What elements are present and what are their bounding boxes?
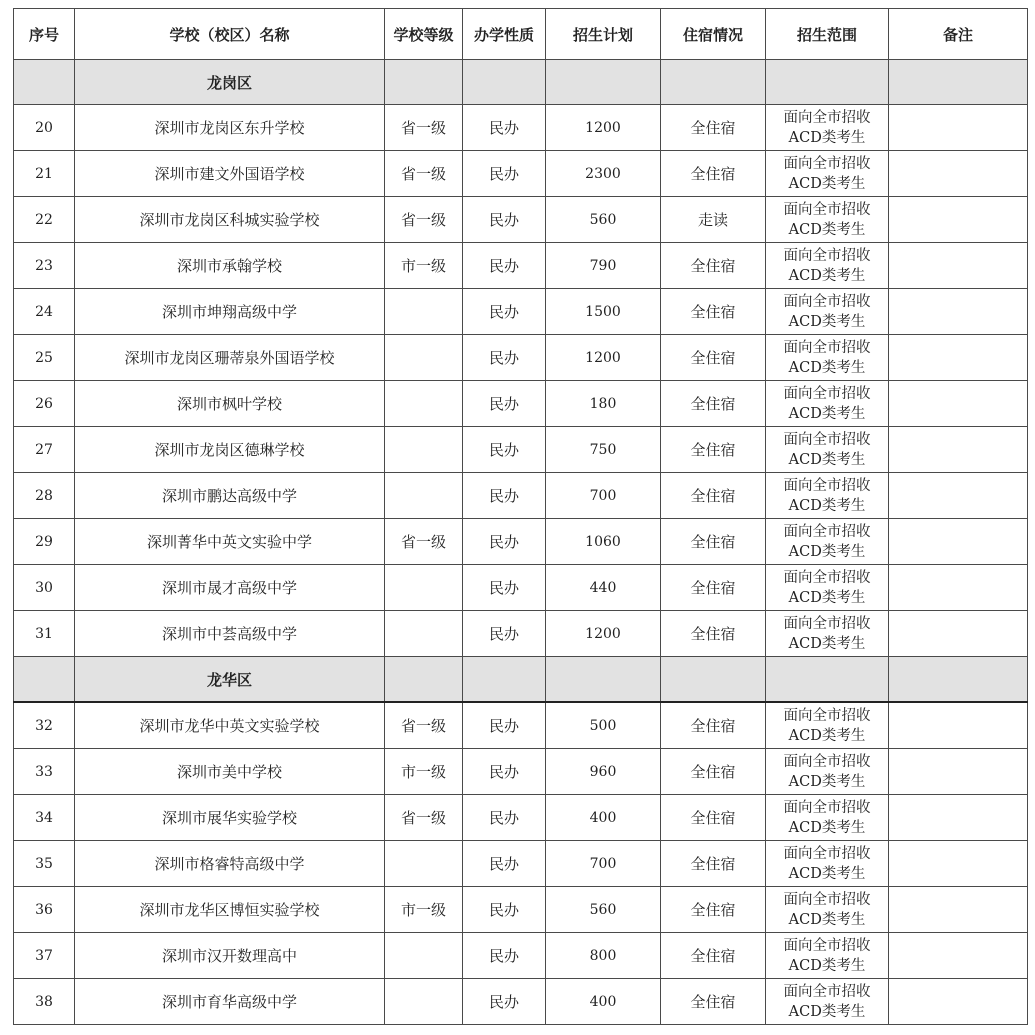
cell-school-name: 深圳市中荟高级中学 [75,611,385,657]
cell-school-name: 深圳市鹏达高级中学 [75,473,385,519]
district-name: 龙岗区 [75,60,385,105]
scope-line-2: ACD类考生 [788,129,866,146]
cell-no: 37 [14,933,75,979]
cell-lodging: 全住宿 [661,933,766,979]
cell-level [385,841,463,887]
scope-line-1: 面向全市招收 [783,891,871,908]
scope-line-1: 面向全市招收 [783,293,871,310]
cell-nature: 民办 [463,105,546,151]
cell-note [889,105,1028,151]
scope-line-1: 面向全市招收 [783,983,871,1000]
cell-plan: 1200 [546,611,661,657]
table-row [14,887,1028,933]
district-name: 龙华区 [75,657,385,703]
district-cell-empty [463,657,546,703]
table-body [14,60,1028,1025]
cell-scope [766,611,889,657]
cell-nature: 民办 [463,611,546,657]
scope-line-1: 面向全市招收 [783,431,871,448]
header-cell-nature: 办学性质 [463,9,546,60]
cell-scope [766,289,889,335]
cell-level: 省一级 [385,197,463,243]
cell-scope [766,197,889,243]
table-row [14,243,1028,289]
scope-line-1: 面向全市招收 [783,201,871,218]
cell-nature: 民办 [463,473,546,519]
scope-line-1: 面向全市招收 [783,845,871,862]
scope-line-2: ACD类考生 [788,589,866,606]
cell-lodging: 全住宿 [661,979,766,1025]
cell-plan: 800 [546,933,661,979]
scope-line-1: 面向全市招收 [783,247,871,264]
scope-line-2: ACD类考生 [788,175,866,192]
cell-nature: 民办 [463,749,546,795]
cell-lodging: 全住宿 [661,105,766,151]
scope-line-2: ACD类考生 [788,359,866,376]
cell-nature: 民办 [463,427,546,473]
cell-scope [766,887,889,933]
table-row [14,749,1028,795]
cell-lodging: 全住宿 [661,795,766,841]
cell-school-name: 深圳市龙岗区德琳学校 [75,427,385,473]
cell-school-name: 深圳菁华中英文实验中学 [75,519,385,565]
cell-note [889,519,1028,565]
cell-lodging: 全住宿 [661,381,766,427]
cell-plan: 750 [546,427,661,473]
cell-lodging: 全住宿 [661,151,766,197]
cell-scope [766,749,889,795]
cell-level: 市一级 [385,749,463,795]
cell-scope [766,702,889,749]
table-row [14,335,1028,381]
cell-note [889,979,1028,1025]
header-cell-no: 序号 [14,9,75,60]
cell-no: 20 [14,105,75,151]
scope-line-1: 面向全市招收 [783,109,871,126]
cell-note [889,381,1028,427]
cell-lodging: 全住宿 [661,611,766,657]
cell-plan: 560 [546,887,661,933]
cell-no: 32 [14,702,75,749]
cell-no: 29 [14,519,75,565]
cell-nature: 民办 [463,197,546,243]
scope-line-2: ACD类考生 [788,865,866,882]
cell-school-name: 深圳市格睿特高级中学 [75,841,385,887]
cell-note [889,565,1028,611]
cell-lodging: 全住宿 [661,749,766,795]
scope-line-2: ACD类考生 [788,267,866,284]
scope-line-1: 面向全市招收 [783,753,871,770]
cell-no: 24 [14,289,75,335]
cell-note [889,151,1028,197]
table-row [14,795,1028,841]
cell-school-name: 深圳市龙华中英文实验学校 [75,702,385,749]
scope-line-2: ACD类考生 [788,405,866,422]
cell-school-name: 深圳市美中学校 [75,749,385,795]
cell-lodging: 全住宿 [661,519,766,565]
scope-line-1: 面向全市招收 [783,339,871,356]
scope-line-1: 面向全市招收 [783,937,871,954]
cell-no: 30 [14,565,75,611]
table-row [14,105,1028,151]
cell-no: 27 [14,427,75,473]
scope-line-2: ACD类考生 [788,497,866,514]
cell-level: 省一级 [385,795,463,841]
cell-note [889,197,1028,243]
cell-scope [766,243,889,289]
cell-no: 26 [14,381,75,427]
district-cell-empty [661,60,766,105]
table-row [14,151,1028,197]
cell-level [385,289,463,335]
cell-level: 市一级 [385,243,463,289]
cell-lodging: 全住宿 [661,702,766,749]
scope-line-2: ACD类考生 [788,957,866,974]
scope-line-1: 面向全市招收 [783,615,871,632]
cell-lodging: 全住宿 [661,243,766,289]
cell-no: 38 [14,979,75,1025]
header-cell-level: 学校等级 [385,9,463,60]
cell-nature: 民办 [463,795,546,841]
cell-scope [766,795,889,841]
cell-school-name: 深圳市育华高级中学 [75,979,385,1025]
cell-no: 28 [14,473,75,519]
cell-plan: 2300 [546,151,661,197]
cell-nature: 民办 [463,841,546,887]
cell-level [385,611,463,657]
header-cell-note: 备注 [889,9,1028,60]
cell-no: 34 [14,795,75,841]
header-cell-plan: 招生计划 [546,9,661,60]
district-cell-empty [889,60,1028,105]
scope-line-1: 面向全市招收 [783,155,871,172]
cell-nature: 民办 [463,519,546,565]
cell-lodging: 走读 [661,197,766,243]
cell-plan: 700 [546,473,661,519]
cell-scope [766,565,889,611]
cell-note [889,243,1028,289]
cell-scope [766,427,889,473]
cell-nature: 民办 [463,887,546,933]
cell-note [889,289,1028,335]
cell-note [889,933,1028,979]
table-row [14,979,1028,1025]
cell-scope [766,473,889,519]
cell-scope [766,933,889,979]
scope-line-2: ACD类考生 [788,819,866,836]
header-cell-scope: 招生范围 [766,9,889,60]
cell-plan: 400 [546,979,661,1025]
cell-plan: 1200 [546,105,661,151]
cell-school-name: 深圳市承翰学校 [75,243,385,289]
cell-scope [766,151,889,197]
cell-school-name: 深圳市晟才高级中学 [75,565,385,611]
cell-plan: 790 [546,243,661,289]
cell-scope [766,335,889,381]
cell-school-name: 深圳市龙岗区珊蒂泉外国语学校 [75,335,385,381]
scope-line-1: 面向全市招收 [783,707,871,724]
scope-line-2: ACD类考生 [788,911,866,928]
cell-plan: 180 [546,381,661,427]
cell-nature: 民办 [463,151,546,197]
scope-line-1: 面向全市招收 [783,569,871,586]
scope-line-1: 面向全市招收 [783,385,871,402]
cell-school-name: 深圳市汉开数理高中 [75,933,385,979]
cell-note [889,473,1028,519]
header-cell-name: 学校（校区）名称 [75,9,385,60]
cell-scope [766,841,889,887]
cell-no: 33 [14,749,75,795]
table-row [14,519,1028,565]
scope-line-2: ACD类考生 [788,313,866,330]
cell-level [385,427,463,473]
scope-line-1: 面向全市招收 [783,799,871,816]
cell-nature: 民办 [463,335,546,381]
district-row [14,657,1028,703]
cell-lodging: 全住宿 [661,289,766,335]
cell-level: 省一级 [385,105,463,151]
cell-nature: 民办 [463,243,546,289]
cell-school-name: 深圳市建文外国语学校 [75,151,385,197]
table-row [14,197,1028,243]
cell-school-name: 深圳市龙华区博恒实验学校 [75,887,385,933]
cell-note [889,427,1028,473]
cell-level: 省一级 [385,151,463,197]
scope-line-2: ACD类考生 [788,727,866,744]
scope-line-2: ACD类考生 [788,1003,866,1020]
scope-line-2: ACD类考生 [788,221,866,238]
scope-line-2: ACD类考生 [788,451,866,468]
cell-lodging: 全住宿 [661,427,766,473]
district-cell-empty [546,657,661,703]
header-row [14,9,1028,60]
cell-level [385,565,463,611]
table-row [14,702,1028,749]
table-row [14,841,1028,887]
district-cell-empty [14,657,75,703]
table-row [14,381,1028,427]
table-row [14,289,1028,335]
cell-plan: 500 [546,702,661,749]
enrollment-table [13,8,1028,1025]
cell-nature: 民办 [463,702,546,749]
district-cell-empty [889,657,1028,703]
cell-note [889,749,1028,795]
cell-no: 35 [14,841,75,887]
district-cell-empty [385,60,463,105]
cell-plan: 560 [546,197,661,243]
cell-note [889,335,1028,381]
cell-lodging: 全住宿 [661,473,766,519]
cell-school-name: 深圳市龙岗区科城实验学校 [75,197,385,243]
cell-level: 市一级 [385,887,463,933]
cell-nature: 民办 [463,933,546,979]
cell-note [889,611,1028,657]
cell-note [889,702,1028,749]
table-row [14,611,1028,657]
district-cell-empty [766,60,889,105]
cell-plan: 1500 [546,289,661,335]
cell-scope [766,381,889,427]
cell-school-name: 深圳市枫叶学校 [75,381,385,427]
cell-nature: 民办 [463,289,546,335]
cell-lodging: 全住宿 [661,565,766,611]
cell-plan: 400 [546,795,661,841]
table-row [14,933,1028,979]
cell-school-name: 深圳市展华实验学校 [75,795,385,841]
cell-lodging: 全住宿 [661,335,766,381]
district-cell-empty [385,657,463,703]
cell-note [889,887,1028,933]
cell-scope [766,519,889,565]
cell-plan: 1060 [546,519,661,565]
cell-plan: 960 [546,749,661,795]
district-cell-empty [661,657,766,703]
cell-nature: 民办 [463,565,546,611]
cell-plan: 1200 [546,335,661,381]
cell-level [385,933,463,979]
cell-note [889,841,1028,887]
cell-no: 22 [14,197,75,243]
cell-lodging: 全住宿 [661,841,766,887]
scope-line-1: 面向全市招收 [783,477,871,494]
table-row [14,427,1028,473]
cell-level [385,381,463,427]
table-row [14,473,1028,519]
cell-no: 21 [14,151,75,197]
cell-plan: 440 [546,565,661,611]
district-cell-empty [463,60,546,105]
cell-nature: 民办 [463,381,546,427]
scope-line-2: ACD类考生 [788,635,866,652]
cell-no: 36 [14,887,75,933]
district-cell-empty [14,60,75,105]
cell-scope [766,105,889,151]
district-cell-empty [766,657,889,703]
cell-level: 省一级 [385,702,463,749]
cell-no: 31 [14,611,75,657]
scope-line-2: ACD类考生 [788,773,866,790]
scope-line-2: ACD类考生 [788,543,866,560]
cell-note [889,795,1028,841]
cell-school-name: 深圳市龙岗区东升学校 [75,105,385,151]
cell-level: 省一级 [385,519,463,565]
cell-scope [766,979,889,1025]
header-cell-lodging: 住宿情况 [661,9,766,60]
cell-no: 23 [14,243,75,289]
district-cell-empty [546,60,661,105]
cell-no: 25 [14,335,75,381]
cell-level [385,473,463,519]
cell-lodging: 全住宿 [661,887,766,933]
cell-plan: 700 [546,841,661,887]
cell-level [385,335,463,381]
cell-nature: 民办 [463,979,546,1025]
table-row [14,565,1028,611]
district-row [14,60,1028,105]
scope-line-1: 面向全市招收 [783,523,871,540]
cell-level [385,979,463,1025]
cell-school-name: 深圳市坤翔高级中学 [75,289,385,335]
